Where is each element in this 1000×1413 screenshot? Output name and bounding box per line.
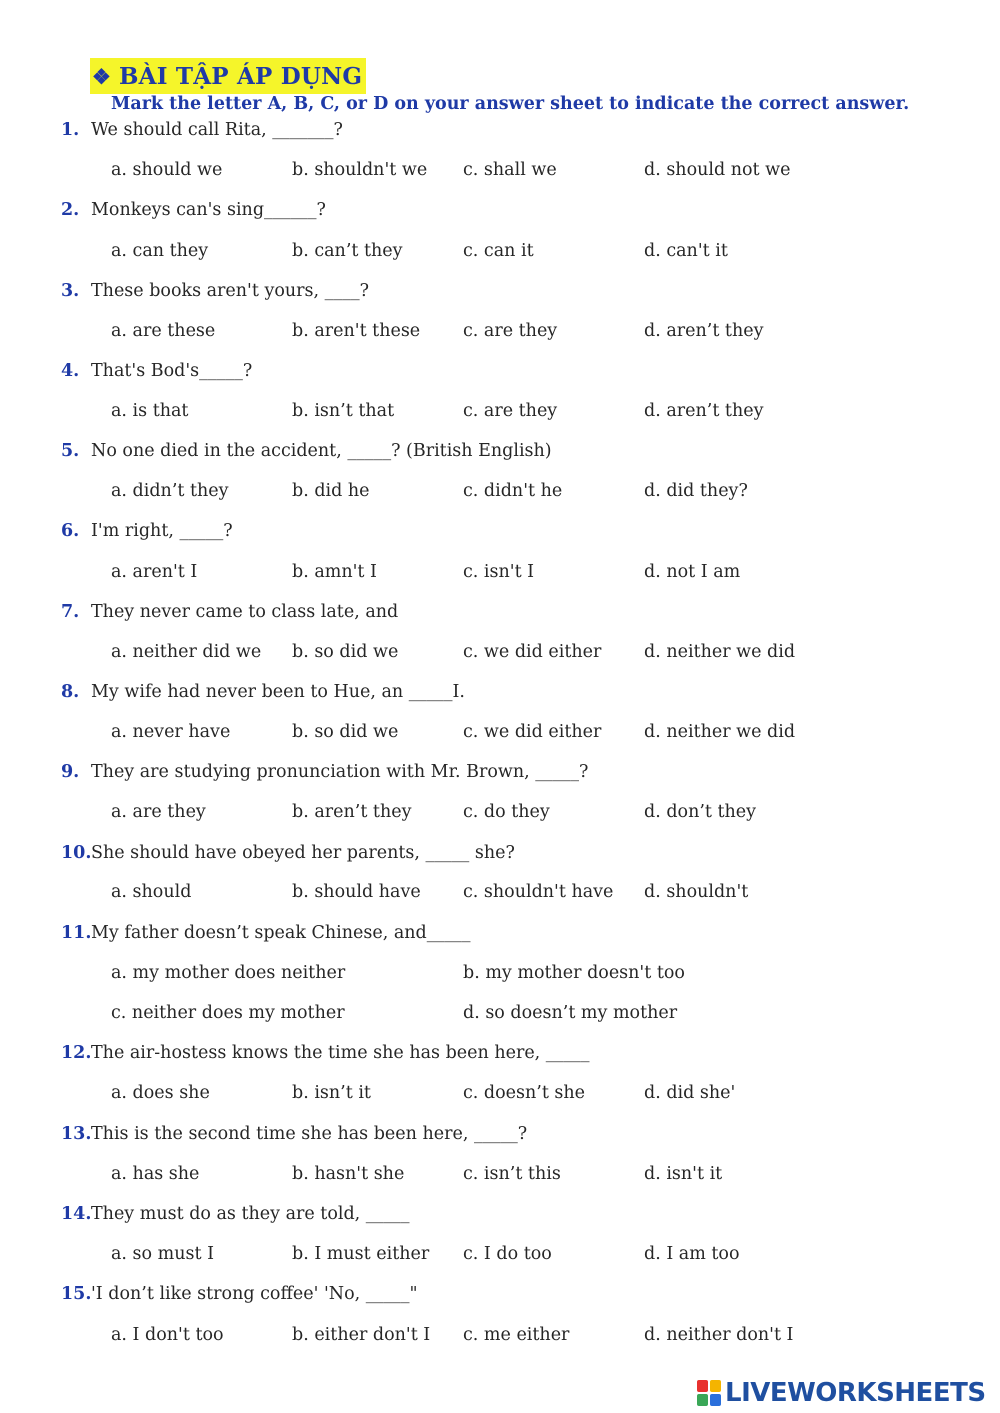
question-number: 9. bbox=[61, 762, 80, 782]
answer-option[interactable]: d. did she' bbox=[644, 1083, 736, 1103]
answer-option[interactable]: a. should we bbox=[111, 160, 223, 180]
answer-option[interactable]: c. didn't he bbox=[463, 481, 563, 501]
answer-option[interactable]: a. are they bbox=[111, 802, 206, 822]
answer-option[interactable]: a. so must I bbox=[111, 1244, 214, 1264]
answer-option[interactable]: d. don’t they bbox=[644, 802, 757, 822]
answer-option[interactable]: c. do they bbox=[463, 802, 550, 822]
answer-option[interactable]: d. shouldn't bbox=[644, 882, 749, 902]
question-number: 1. bbox=[61, 120, 80, 140]
answer-option[interactable]: b. amn't I bbox=[292, 562, 377, 582]
logo-square bbox=[697, 1380, 708, 1392]
answer-option[interactable]: c. doesn’t she bbox=[463, 1083, 586, 1103]
question-text: My father doesn’t speak Chinese, and_____ bbox=[91, 923, 471, 943]
answer-option[interactable]: d. isn't it bbox=[644, 1164, 723, 1184]
answer-option[interactable]: d. did they? bbox=[644, 481, 748, 501]
answer-option[interactable]: d. aren’t they bbox=[644, 321, 764, 341]
answer-option[interactable]: a. has she bbox=[111, 1164, 200, 1184]
question-number: 14. bbox=[61, 1204, 92, 1224]
answer-option[interactable]: b. can’t they bbox=[292, 241, 403, 261]
question-text: I'm right, _____? bbox=[91, 521, 233, 541]
answer-option[interactable]: a. can they bbox=[111, 241, 209, 261]
answer-option[interactable]: b. aren't these bbox=[292, 321, 421, 341]
answer-option[interactable]: b. either don't I bbox=[292, 1325, 431, 1345]
question-number: 12. bbox=[61, 1043, 92, 1063]
answer-option[interactable]: d. so doesn’t my mother bbox=[463, 1003, 678, 1023]
question-number: 15. bbox=[61, 1284, 92, 1304]
answer-option[interactable]: c. me either bbox=[463, 1325, 570, 1345]
question-text: My wife had never been to Hue, an _____I. bbox=[91, 682, 465, 702]
question-number: 7. bbox=[61, 602, 80, 622]
answer-option[interactable]: a. didn’t they bbox=[111, 481, 229, 501]
diamond-bullet-icon: ❖ bbox=[92, 63, 112, 89]
answer-option[interactable]: b. should have bbox=[292, 882, 421, 902]
question-number: 8. bbox=[61, 682, 80, 702]
answer-option[interactable]: c. isn't I bbox=[463, 562, 535, 582]
answer-option[interactable]: b. isn’t that bbox=[292, 401, 395, 421]
answer-option[interactable]: d. not I am bbox=[644, 562, 741, 582]
logo-square bbox=[710, 1394, 721, 1406]
answer-option[interactable]: a. neither did we bbox=[111, 642, 262, 662]
answer-option[interactable]: a. does she bbox=[111, 1083, 210, 1103]
answer-option[interactable]: c. I do too bbox=[463, 1244, 552, 1264]
answer-option[interactable]: d. neither we did bbox=[644, 642, 796, 662]
liveworksheets-logo bbox=[697, 1376, 986, 1410]
logo-square bbox=[697, 1394, 708, 1406]
question-text: These books aren't yours, ____? bbox=[91, 281, 370, 301]
question-number: 4. bbox=[61, 361, 80, 381]
answer-option[interactable]: d. neither don't I bbox=[644, 1325, 794, 1345]
question-text: They are studying pronunciation with Mr. Brown, _____? bbox=[91, 762, 589, 782]
answer-option[interactable]: c. we did either bbox=[463, 722, 602, 742]
question-number: 5. bbox=[61, 441, 80, 461]
question-text: We should call Rita, _______? bbox=[91, 120, 343, 140]
answer-option[interactable]: d. neither we did bbox=[644, 722, 796, 742]
question-text: They never came to class late, and bbox=[91, 602, 399, 622]
answer-option[interactable]: d. can't it bbox=[644, 241, 728, 261]
answer-option[interactable]: d. aren’t they bbox=[644, 401, 764, 421]
question-number: 3. bbox=[61, 281, 80, 301]
answer-option[interactable]: c. shouldn't have bbox=[463, 882, 614, 902]
section-heading bbox=[90, 58, 366, 94]
answer-option[interactable]: c. neither does my mother bbox=[111, 1003, 345, 1023]
question-text: No one died in the accident, _____? (British English) bbox=[91, 441, 552, 461]
question-text: The air-hostess knows the time she has been here, _____ bbox=[91, 1043, 590, 1063]
answer-option[interactable]: b. I must either bbox=[292, 1244, 430, 1264]
question-text: This is the second time she has been here, _____? bbox=[91, 1124, 528, 1144]
instruction-text: Mark the letter A, B, C, or D on your answer sheet to indicate the correct answer. bbox=[111, 94, 910, 114]
answer-option[interactable]: a. are these bbox=[111, 321, 216, 341]
logo-text: LIVEWORKSHEETS bbox=[725, 1378, 986, 1408]
question-number: 11. bbox=[61, 923, 92, 943]
question-text: She should have obeyed her parents, _____ she? bbox=[91, 843, 515, 863]
answer-option[interactable]: b. so did we bbox=[292, 642, 399, 662]
answer-option[interactable]: b. isn’t it bbox=[292, 1083, 371, 1103]
question-text: 'I don’t like strong coffee' 'No, _____" bbox=[91, 1284, 418, 1304]
answer-option[interactable]: d. should not we bbox=[644, 160, 791, 180]
logo-square bbox=[710, 1380, 721, 1392]
answer-option[interactable]: a. my mother does neither bbox=[111, 963, 346, 983]
answer-option[interactable]: c. are they bbox=[463, 401, 558, 421]
logo-mark-icon bbox=[697, 1380, 721, 1406]
question-number: 10. bbox=[61, 843, 92, 863]
answer-option[interactable]: c. we did either bbox=[463, 642, 602, 662]
answer-option[interactable]: b. my mother doesn't too bbox=[463, 963, 685, 983]
answer-option[interactable]: c. isn’t this bbox=[463, 1164, 561, 1184]
question-number: 13. bbox=[61, 1124, 92, 1144]
answer-option[interactable]: b. hasn't she bbox=[292, 1164, 405, 1184]
answer-option[interactable]: c. shall we bbox=[463, 160, 557, 180]
answer-option[interactable]: c. are they bbox=[463, 321, 558, 341]
question-number: 2. bbox=[61, 200, 80, 220]
answer-option[interactable]: a. aren't I bbox=[111, 562, 198, 582]
answer-option[interactable]: b. shouldn't we bbox=[292, 160, 428, 180]
answer-option[interactable]: d. I am too bbox=[644, 1244, 740, 1264]
question-text: That's Bod's_____? bbox=[91, 361, 253, 381]
answer-option[interactable]: b. did he bbox=[292, 481, 370, 501]
answer-option[interactable]: a. I don't too bbox=[111, 1325, 224, 1345]
question-number: 6. bbox=[61, 521, 80, 541]
question-text: Monkeys can's sing______? bbox=[91, 200, 326, 220]
question-text: They must do as they are told, _____ bbox=[91, 1204, 410, 1224]
answer-option[interactable]: a. is that bbox=[111, 401, 189, 421]
answer-option[interactable]: a. should bbox=[111, 882, 192, 902]
answer-option[interactable]: b. aren’t they bbox=[292, 802, 412, 822]
section-title: BÀI TẬP ÁP DỤNG bbox=[119, 62, 363, 90]
answer-option[interactable]: b. so did we bbox=[292, 722, 399, 742]
answer-option[interactable]: c. can it bbox=[463, 241, 534, 261]
answer-option[interactable]: a. never have bbox=[111, 722, 231, 742]
